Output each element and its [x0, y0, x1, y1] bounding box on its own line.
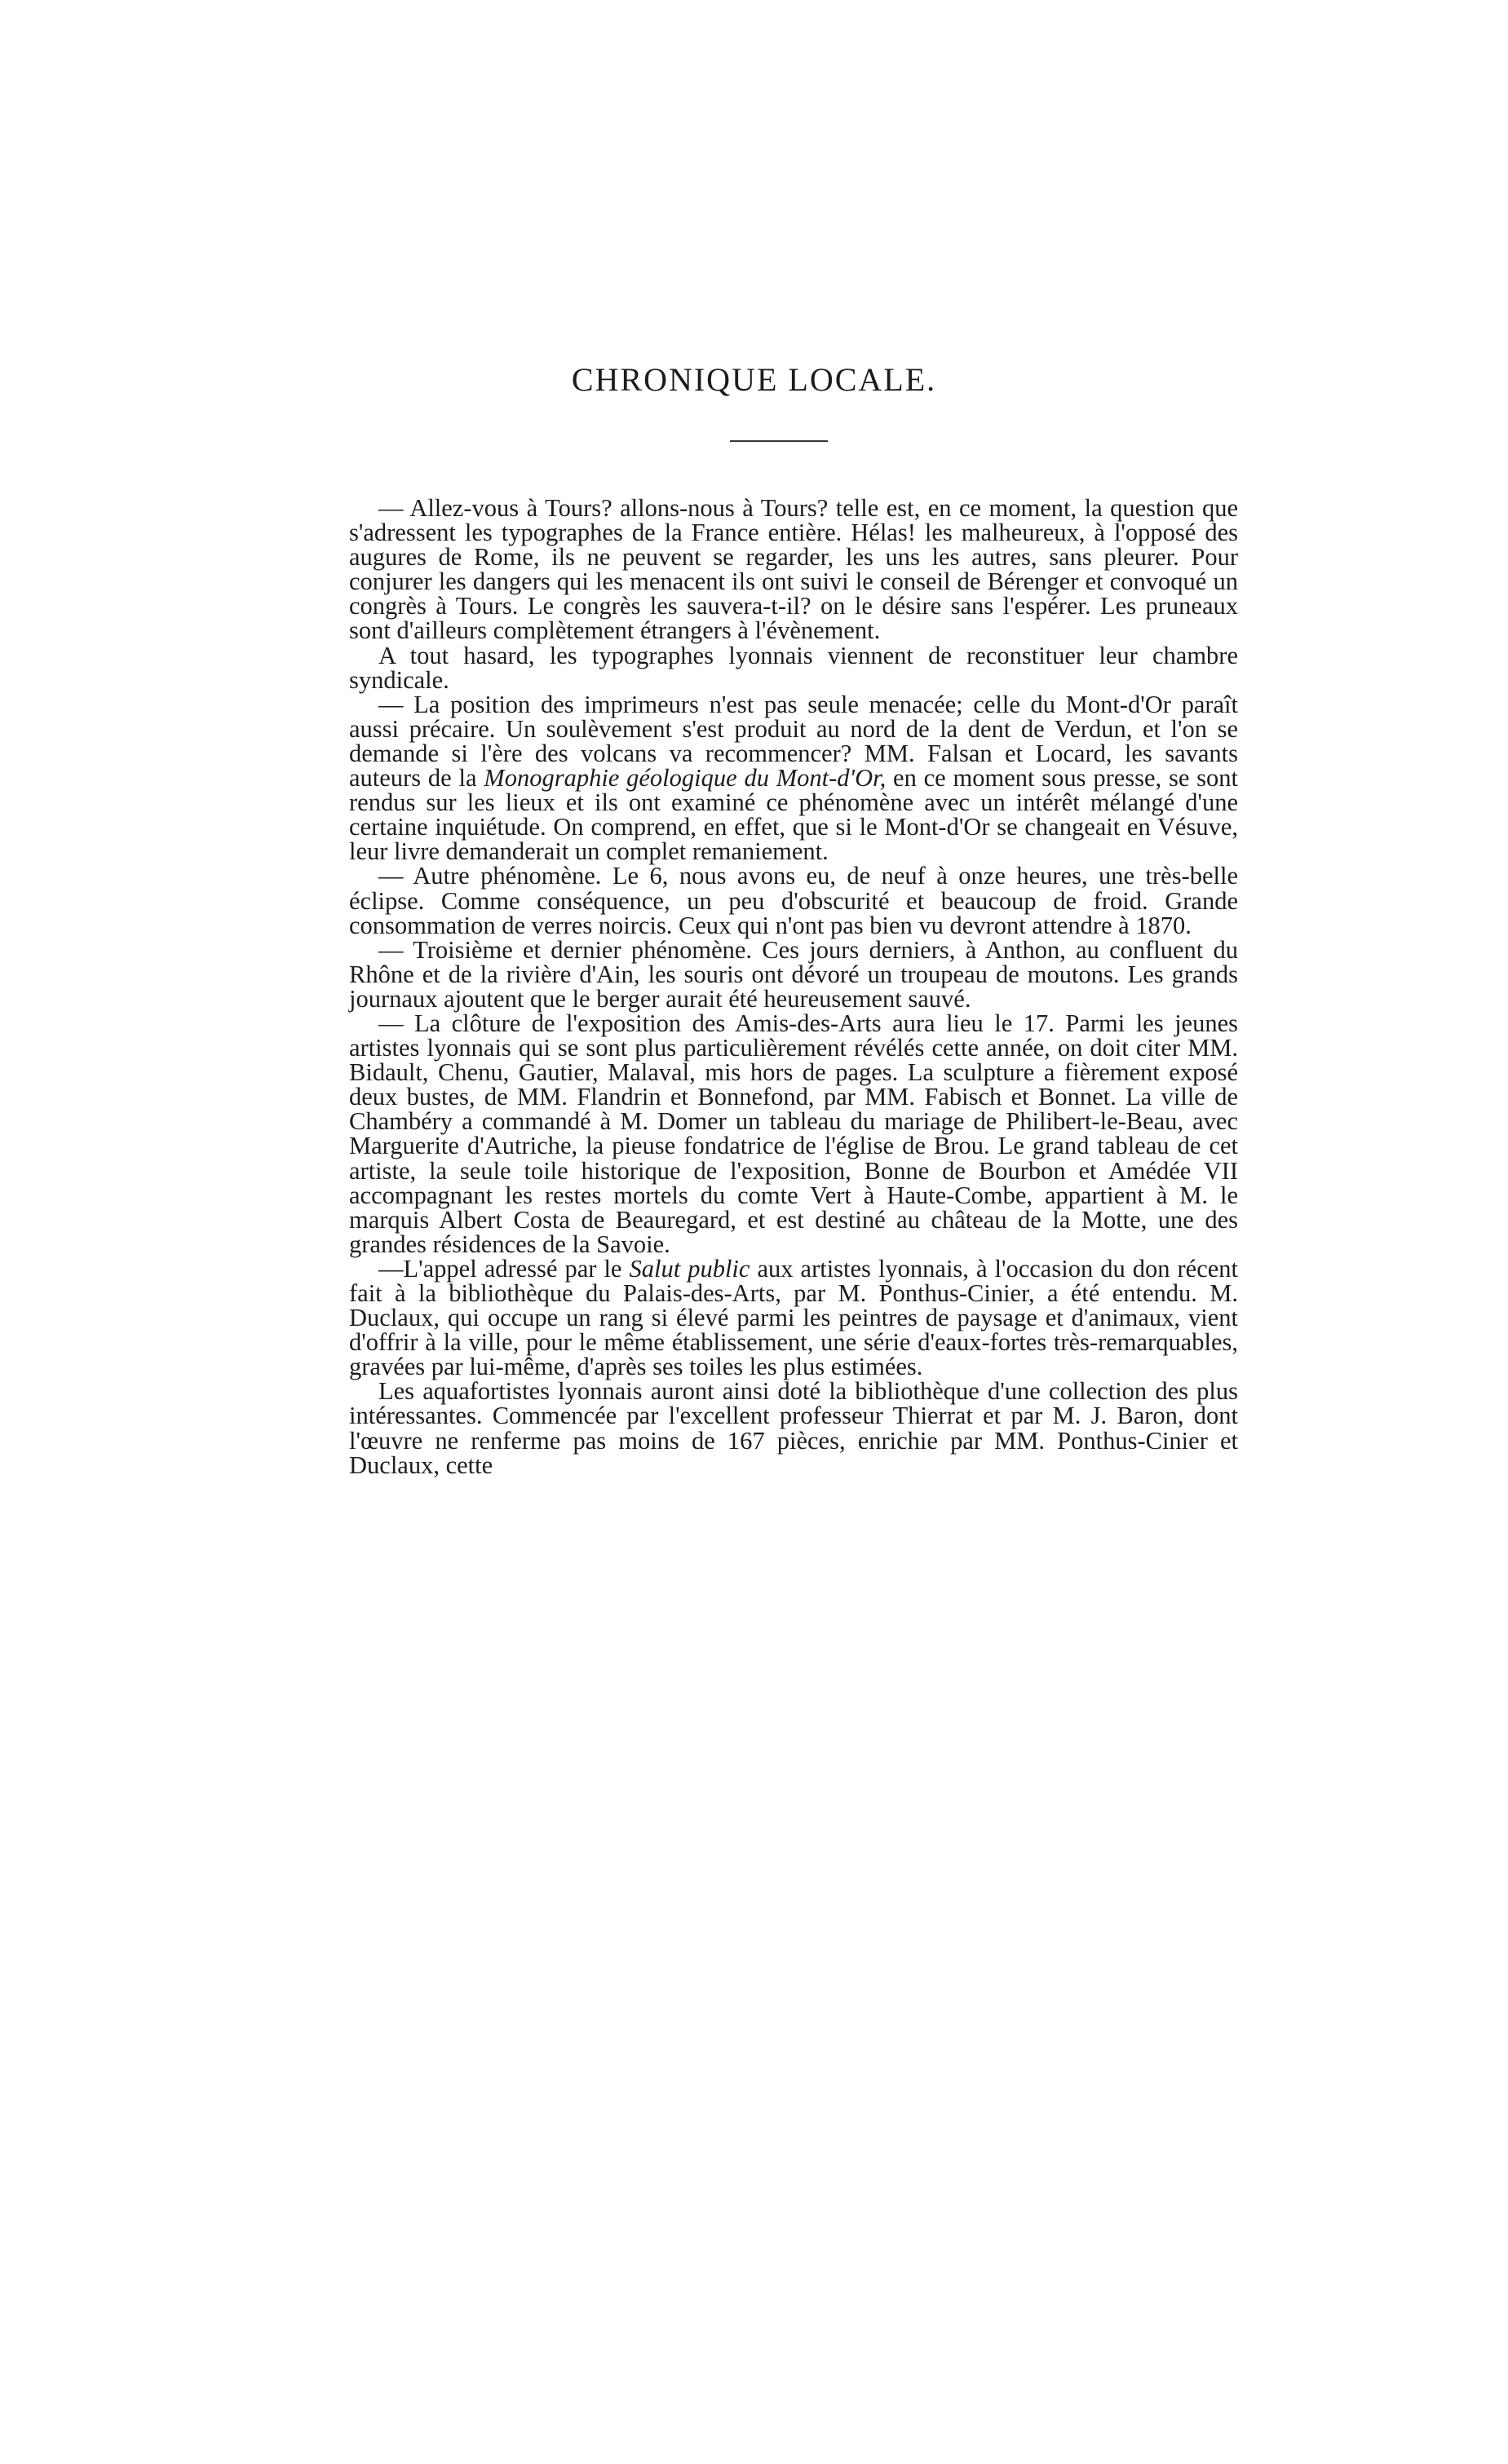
paragraph-text: —L'appel adressé par le	[378, 1254, 630, 1283]
page-title: CHRONIQUE LOCALE.	[571, 361, 937, 398]
paragraph-salut-public	[349, 1256, 1238, 1379]
book-title: Monographie géologique du Mont-d'Or,	[484, 764, 887, 793]
paragraph-allez-vous-a-tours: — Allez-vous à Tours? allons-nous à Tours? telle est, en ce moment, la question que s'adressent les typographes de la France entière. Hélas! les malheureux, à l'opposé des augures de Rome, ils ne peuvent se regarder, les uns les autres, sans pleurer. Pour conjurer les dangers qui les menacent ils ont suivi le conseil de Bérenger et convoqué un congrès à Tours. Le congrès les sauvera-t-il? on le désire sans l'espérer. Les pruneaux sont d'ailleurs complètement étrangers à l'évènement.	[349, 494, 1238, 645]
title-divider	[730, 440, 828, 442]
article-body	[349, 496, 1238, 1477]
paragraph-text: — La position des imprimeurs n'est pas seule menacée; celle du Mont-d'Or paraît aussi précaire. Un soulèvement s'est produit au nord de la dent de Verdun, et l'on se demande si l'ère des volcans va recommencer? MM. Falsan et Locard, les savants auteurs de la	[349, 690, 1238, 793]
paragraph-text: en ce moment sous presse, se sont rendus sur les lieux et ils ont examiné ce phénomène avec un intérêt mélangé d'une certaine inquiétude. On comprend, en effet, que si le Mont-d'Or se changeait en Vésuve, leur livre demanderait un complet remaniement.	[349, 764, 1239, 866]
paragraph-typographes-lyonnais: A tout hasard, les typographes lyonnais viennent de reconstituer leur chambre syndicale.	[349, 641, 1238, 694]
paragraph-eclipse: — Autre phénomène. Le 6, nous avons eu, de neuf à onze heures, une très-belle éclipse. Comme conséquence, un peu d'obscurité et beaucoup de froid. Grande consommation de verres noircis. Ceux qui n'ont pas bien vu devront attendre à 1870.	[349, 862, 1238, 939]
paragraph-anthon: — Troisième et dernier phénomène. Ces jours derniers, à Anthon, au confluent du Rhône et de la rivière d'Ain, les souris ont dévoré un troupeau de moutons. Les grands journaux ajoutent que le berger aurait été heureusement sauvé.	[349, 935, 1238, 1013]
newspaper-title: Salut public	[629, 1254, 750, 1283]
paragraph-aquafortistes: Les aquafortistes lyonnais auront ainsi doté la bibliothèque d'une collection des plus intéressantes. Commencée par l'excellent professeur Thierrat et par M. J. Baron, dont l'œuvre ne renferme pas moins de 167 pièces, enrichie par MM. Ponthus-Cinier et Duclaux, cette	[349, 1377, 1238, 1479]
paragraph-exposition: — La clôture de l'exposition des Amis-des-Arts aura lieu le 17. Parmi les jeunes artistes lyonnais qui se sont plus particulièrement révélés cette année, on doit citer MM. Bidault, Chenu, Gautier, Malaval, mis hors de pages. La sculpture a fièrement exposé deux bustes, de MM. Flandrin et Bonnefond, par MM. Fabisch et Bonnet. La ville de Chambéry a commandé à M. Domer un tableau du mariage de Philibert-le-Beau, avec Marguerite d'Autriche, la pieuse fondatrice de l'église de Brou. Le grand tableau de cet artiste, la seule toile historique de l'exposition, Bonne de Bourbon et Amédée VII accompagnant les restes mortels du comte Vert à Haute-Combe, appartient à M. le marquis Albert Costa de Beauregard, et est destiné au château de la Motte, une des grandes résidences de la Savoie.	[349, 1009, 1238, 1258]
paragraph-mont-dor	[349, 692, 1238, 864]
paragraph-text: aux artistes lyonnais, à l'occasion du don récent fait à la bibliothèque du Palais-des-Arts, par M. Ponthus-Cinier, a été entendu. M. Duclaux, qui occupe un rang si élevé parmi les peintres de paysage et d'animaux, vient d'offrir à la ville, pour le même établissement, une série d'eaux-fortes très-remarquables, gravées par lui-même, d'après ses toiles les plus estimées.	[349, 1254, 1238, 1381]
